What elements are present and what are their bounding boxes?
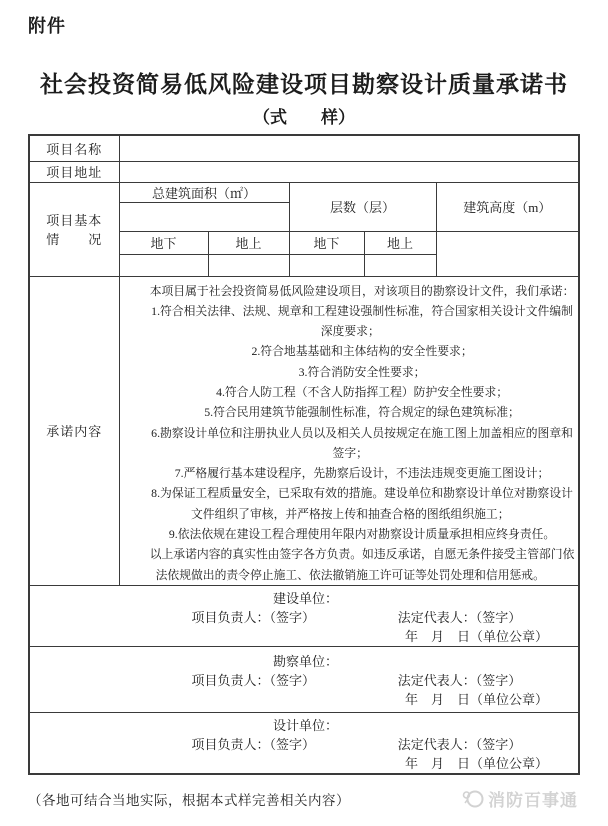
area-above-ground-label: 地上 [208,231,289,254]
survey-project-manager-signature-label[interactable]: 项目负责人：（签字） [191,673,315,689]
construction-legal-representative-signature-label[interactable]: 法定代表人：（签字） [397,609,522,625]
project-address-label: 项目地址 [29,161,119,182]
page-subtitle: （式 样） [253,108,355,127]
commitment-paragraph: 7.严格履行基本建设程序，先勘察后设计，不违法违规变更施工图设计； [174,466,550,481]
design-unit-section [29,712,579,774]
commitment-paragraph: 本项目属于社会投资简易低风险建设项目，对该项目的勘察设计文件，我们承诺： [149,283,575,298]
watermark [462,786,578,811]
project-name-input[interactable] [119,135,579,161]
attachment-label: 附件 [28,16,66,36]
floors-header: 层数（层） [289,182,436,231]
project-name-label: 项目名称 [29,135,119,161]
footer-note: （各地可结合当地实际，根据本式样完善相关内容） [28,792,350,808]
commitment-paragraph: 5.符合民用建筑节能强制性标准，符合规定的绿色建筑标准； [204,405,520,420]
commitment-paragraph: 9.依法依规在建设工程合理使用年限内对勘察设计质量承担相应终身责任。 [168,527,556,542]
basic-info-label [29,182,119,276]
construction-unit-section [29,585,579,646]
commitment-content [119,276,579,585]
commitment-paragraph: 8.为保证工程质量安全，已采取有效的措施。建设单位和勘察设计单位对勘察设计文件组织了审核，并严格按上传和抽查合格的图纸组织施工； [151,486,573,521]
area-below-ground-input[interactable] [119,254,208,276]
basic-info-label-line1: 项目基本 [46,213,103,228]
watermark-text: 消防百事通 [488,791,578,810]
basic-info-label-line2: 情 况 [46,232,103,247]
commitment-label: 承诺内容 [29,276,119,585]
commitment-paragraph: 以上承诺内容的真实性由签字各方负责。如违反承诺，自愿无条件接受主管部门依法依规做出的责令停止施工、依法撤销施工许可证等处罚处理和信用惩戒。 [149,547,575,582]
construction-date-seal-label[interactable]: 年 月 日（单位公章） [405,628,549,644]
design-unit-label: 设计单位： [273,717,339,733]
floors-above-ground-label: 地上 [364,231,436,254]
area-below-ground-label: 地下 [119,231,208,254]
total-floor-area-header: 总建筑面积（㎡） [119,182,289,202]
commitment-paragraph: 1.符合相关法律、法规、规章和工程建设强制性标准，符合国家相关设计文件编制深度要求； [151,303,573,339]
survey-unit-section [29,646,579,712]
project-address-input[interactable] [119,161,579,182]
project-form-table [28,134,580,775]
survey-legal-representative-signature-label[interactable]: 法定代表人：（签字） [397,673,522,689]
area-above-ground-input[interactable] [208,254,289,276]
construction-unit-label: 建设单位： [273,590,339,606]
building-height-header: 建筑高度（m） [436,182,579,231]
commitment-paragraph: 3.符合消防安全性要求； [298,364,426,379]
design-project-manager-signature-label[interactable]: 项目负责人：（签字） [191,736,315,752]
commitment-paragraph: 4.符合人防工程（不含人防指挥工程）防护安全性要求； [216,384,509,399]
watermark-logo-icon [462,789,484,809]
total-floor-area-input[interactable] [119,202,289,231]
survey-date-seal-label[interactable]: 年 月 日（单位公章） [405,692,549,708]
commitment-paragraph: 6.勘察设计单位和注册执业人员以及相关人员按规定在施工图上加盖相应的图章和签字； [151,425,573,460]
page-title: 社会投资简易低风险建设项目勘察设计质量承诺书 [40,72,568,97]
commitment-paragraph: 2.符合地基基础和主体结构的安全性要求； [251,344,473,359]
floors-below-ground-label: 地下 [289,231,364,254]
floors-below-ground-input[interactable] [289,254,364,276]
survey-unit-label: 勘察单位： [273,654,339,670]
design-date-seal-label[interactable]: 年 月 日（单位公章） [405,755,549,771]
building-height-input[interactable] [436,231,579,276]
construction-project-manager-signature-label[interactable]: 项目负责人：（签字） [191,609,315,625]
floors-above-ground-input[interactable] [364,254,436,276]
design-legal-representative-signature-label[interactable]: 法定代表人：（签字） [397,736,522,752]
